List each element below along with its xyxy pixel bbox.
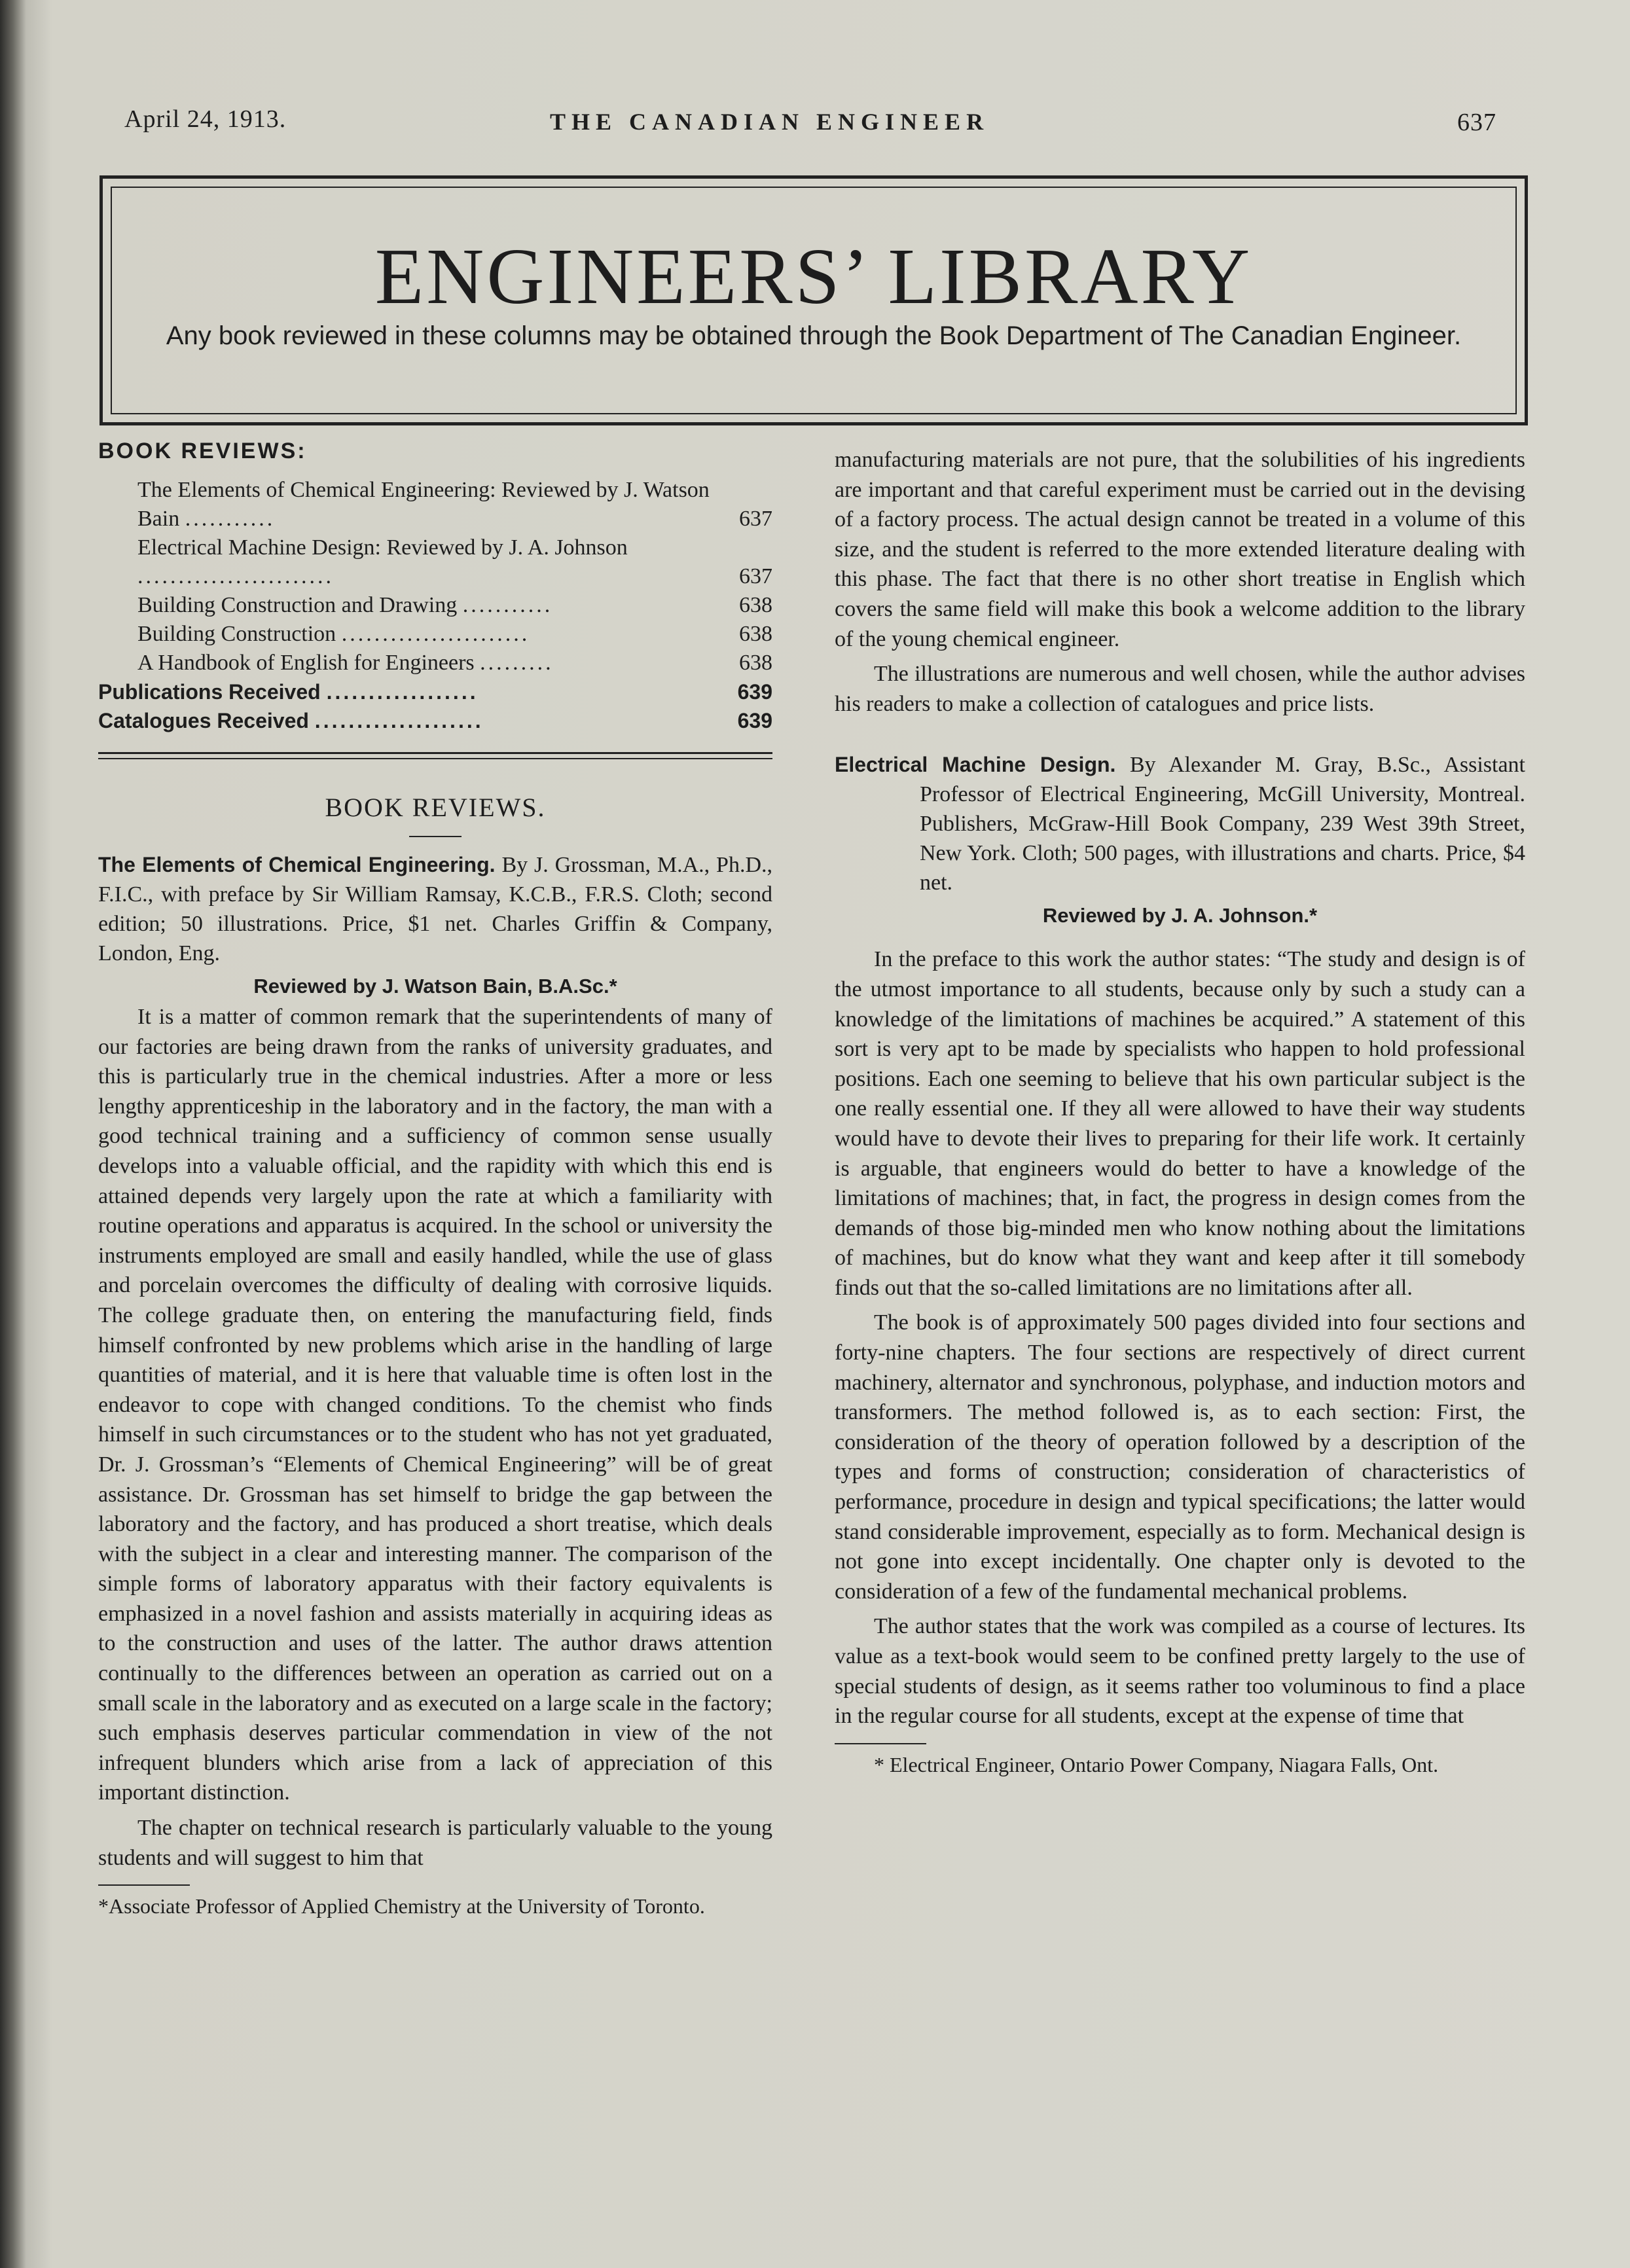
- review2-footnote: * Electrical Engineer, Ontario Power Company, Niagara Falls, Ont.: [874, 1752, 1439, 1776]
- toc-item-page: 638: [739, 622, 772, 646]
- review1-reviewer: Reviewed by J. Watson Bain, B.A.Sc.*: [253, 975, 617, 998]
- toc-item: [98, 476, 772, 533]
- page-number: 637: [1457, 109, 1496, 136]
- toc-item-label: A Handbook of English for Engineers: [137, 651, 475, 675]
- footnote-rule: [98, 1884, 190, 1886]
- review2-reviewer: Reviewed by J. A. Johnson.*: [1042, 904, 1318, 927]
- toc-item: [98, 533, 772, 591]
- heading-rule: [409, 836, 462, 837]
- journal-name: THE CANADIAN ENGINEER: [550, 109, 990, 135]
- toc-item: [98, 620, 772, 649]
- review2-book-title: Electrical Machine Design.: [835, 753, 1116, 777]
- toc-item-label: Electrical Machine Design: Reviewed by J. A. Johnson: [137, 535, 628, 560]
- review1-paragraph: It is a matter of common remark that the superintendents of many of our factories are being drawn from the ranks of university graduates, and this is particularly true in the chemical industries. After a more or less lengthy apprenticeship in the laboratory and in the factory, the man with a good technical training and a sufficiency of common sense usually develops into a valuable official, and the rapidity with which this end is attained depends very largely upon the rate at which a familiarity with routine operations and apparatus is acquired. In the school or university the instruments employed are small and easily handled, while the use of glass and porcelain overcomes the difficulty of dealing with corrosive liquids. The college graduate then, on entering the manufacturing field, finds himself confronted by new problems which arise in the handling of large quantities of material, and it is here that valuable time is often lost in the endeavor to cope with changed conditions. To the chemist who finds himself in such circumstances or to the student who has not yet graduated, Dr. J. Grossman’s “Elements of Chemical Engineering” will be of great assistance. Dr. Grossman has set himself to bridge the gap between the laboratory and the factory, and has produced a short treatise, which deals with the subject in a clear and interesting manner. The comparison of the simple forms of laboratory apparatus with their factory equivalents is emphasized in a novel fashion and assists materially in acquiring ideas as to the construction and uses of the latter. The author draws attention continually to the differences between an operation as carried out on a small scale in the laboratory and as executed on a large scale in the factory; such emphasis deserves particular commendation in view of the not infrequent blunders which arise from a lack of appreciation of this important distinction.: [98, 1005, 772, 1805]
- toc-leader-dots: .......................: [341, 622, 530, 646]
- continuation-paragraph: The illustrations are numerous and well chosen, while the author advises his readers to make a collection of catalogues and price lists.: [835, 662, 1525, 716]
- spacer: [835, 931, 1525, 945]
- review1-paragraph: The chapter on technical research is particularly valuable to the young students and will suggest to him that: [98, 1816, 772, 1870]
- review2-paragraph: In the preface to this work the author states: “The study and design is of the utmost importance to all students, because only by such a study can a knowledge of the limitations of machines be acquired.” A statement of this sort is very apt to be made by specialists who happen to hold professional positions. Each one seeming to believe that his own particular subject is the one really essential one. If they all were allowed to have their way students would have to devote their lives to preparing for their life work. It certainly is arguable, that engineers would do better to have a knowledge of the limitations of machines; that, in fact, the progress in design comes from the demands of those big-minded men who know nothing about the limitations of machines, but do know what they want and keep after it till somebody finds out that the so-called limitations are no limitations after all.: [835, 947, 1525, 1300]
- review2-entry: [835, 750, 1525, 897]
- toc-leader-dots: .........: [480, 651, 554, 675]
- toc-leader-dots: ...........: [185, 507, 276, 531]
- toc-leader-dots: ........................: [137, 564, 334, 588]
- toc-item: [98, 649, 772, 677]
- toc-leader-dots: ...........: [462, 593, 553, 617]
- toc-item-page: 638: [739, 651, 772, 675]
- right-column: [835, 445, 1525, 1778]
- toc-item-page: 638: [739, 593, 772, 617]
- toc-item-catalogues: [98, 706, 772, 735]
- double-rule: [98, 752, 772, 759]
- toc-leader-dots: ....................: [314, 709, 484, 732]
- toc-item-label: Building Construction and Drawing: [137, 593, 458, 617]
- toc-leader-dots: ..................: [326, 680, 479, 704]
- review1-entry: [98, 850, 772, 968]
- banner-subtitle: Any book reviewed in these columns may be obtained through the Book Department of The Canadian Engineer.: [166, 321, 1462, 350]
- review1-footnote: *Associate Professor of Applied Chemistry at the University of Toronto.: [98, 1894, 705, 1918]
- review2-paragraph: The author states that the work was compiled as a course of lectures. Its value as a text-book would seem to be confined pretty largely to the use of special students of design, as it seems rather too voluminous to find a place in the regular course for all students, except at the expense of time that: [835, 1614, 1525, 1729]
- review1-details: By J. Grossman, M.A., Ph.D., F.I.C., with preface by Sir William Ramsay, K.C.B., F.R.S. Cloth; second edition; 50 illustrations. Price, $1 net. Charles Griffin & Company, London, Eng.: [98, 853, 772, 965]
- toc-item-label: The Elements of Chemical Engineering: Reviewed by J. Watson Bain: [137, 478, 710, 531]
- toc-item-page: 637: [739, 507, 772, 531]
- toc-item-label: Catalogues Received: [98, 709, 309, 732]
- review2-details: By Alexander M. Gray, B.Sc., Assistant Professor of Electrical Engineering, McGill University, Montreal. Publishers, McGraw-Hill Book Company, 239 West 39th Street, New York. Cloth; 500 pages, with illustrations and charts. Price, $4 net.: [920, 753, 1526, 895]
- toc-item-page: 639: [737, 709, 772, 732]
- toc-item-label: Publications Received: [98, 680, 321, 704]
- continuation-paragraph: manufacturing materials are not pure, that the solubilities of his ingredients are important and that careful experiment must be carried out in the devising of a factory process. The actual design cannot be treated in a volume of this size, and the student is referred to the more extended literature dealing with this phase. The fact that there is no other short treatise in English which covers the same field will make this book a welcome addition to the library of the young chemical engineer.: [835, 448, 1525, 651]
- toc-item: [98, 591, 772, 620]
- reviews-heading: BOOK REVIEWS.: [325, 793, 546, 822]
- toc-item-page: 637: [739, 564, 772, 588]
- banner-title: ENGINEERS’ LIBRARY: [374, 232, 1253, 321]
- left-column: [98, 439, 772, 1920]
- toc-item-publications: [98, 677, 772, 706]
- spacer: [835, 724, 1525, 750]
- toc-item-page: 639: [737, 680, 772, 704]
- toc-heading: BOOK REVIEWS:: [98, 439, 307, 463]
- issue-date: April 24, 1913.: [124, 105, 287, 133]
- footnote-rule: [835, 1743, 926, 1744]
- toc-item-label: Building Construction: [137, 622, 336, 646]
- review2-paragraph: The book is of approximately 500 pages divided into four sections and forty-nine chapters. The four sections are respectively of direct current machinery, alternator and synchronous, polyphase, and induction motors and transformers. The method followed is, as to each section: First, the consideration of the theory of operation followed by a description of the types and forms of construction; consideration of characteristics of performance, procedure in design and typical specifications; the latter would stand considerable improvement, especially as to form. Mechanical design is not gone into except incidentally. One chapter only is devoted to the consideration of a few of the fundamental mechanical problems.: [835, 1310, 1525, 1604]
- engineers-library-banner: [100, 175, 1528, 425]
- review1-book-title: The Elements of Chemical Engineering.: [98, 853, 496, 876]
